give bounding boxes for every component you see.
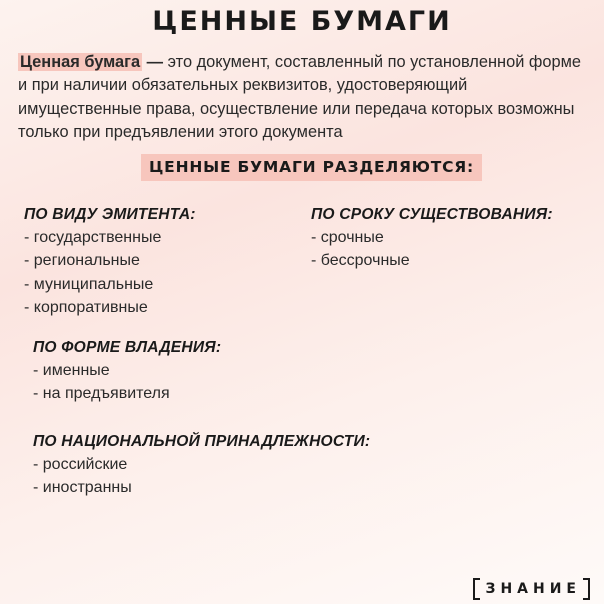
group-heading: ПО СРОКУ СУЩЕСТВОВАНИЯ: <box>311 206 553 223</box>
list-item: - государственные <box>24 229 162 246</box>
group-heading: ПО НАЦИОНАЛЬНОЙ ПРИНАДЛЕЖНОСТИ: <box>33 433 371 450</box>
list-item: - корпоративные <box>24 298 148 316</box>
group-list <box>311 226 553 273</box>
list-item: - на предъявителя <box>33 385 170 403</box>
group-by-term <box>311 203 553 273</box>
group-heading: ПО ФОРМЕ ВЛАДЕНИЯ: <box>33 339 222 356</box>
group-by-nationality <box>33 430 370 500</box>
list-item: - срочные <box>311 229 384 246</box>
section-subtitle: ЦЕННЫЕ БУМАГИ РАЗДЕЛЯЮТСЯ: <box>141 154 482 181</box>
list-item: - иностранны <box>33 479 132 497</box>
logo-text: ЗНАНИЕ <box>485 581 581 597</box>
definition-dash: — <box>142 53 164 71</box>
list-item: - бессрочные <box>311 252 410 270</box>
list-item: - региональные <box>24 252 140 270</box>
group-by-ownership <box>33 336 221 406</box>
page-title: ЦЕННЫЕ БУМАГИ <box>152 6 452 37</box>
list-item: - именные <box>33 362 110 379</box>
group-list <box>33 453 370 500</box>
group-by-issuer <box>24 203 196 319</box>
list-item: - российские <box>33 456 128 473</box>
group-list <box>24 226 196 319</box>
group-list <box>33 359 221 406</box>
definition-text: это документ, составленный по установленной форме и при наличии обязательных реквизитов, удостоверяющий имущественные права, осуществление или передача которых возможны только при предъявлении этого документа <box>18 53 582 142</box>
list-item: - муниципальные <box>24 275 154 293</box>
definition-paragraph <box>18 51 593 145</box>
logo-bracket-left <box>473 578 480 600</box>
brand-logo <box>473 578 591 600</box>
group-heading: ПО ВИДУ ЭМИТЕНТА: <box>24 206 196 223</box>
logo-bracket-right <box>583 578 590 600</box>
definition-term: Ценная бумага <box>20 53 141 71</box>
